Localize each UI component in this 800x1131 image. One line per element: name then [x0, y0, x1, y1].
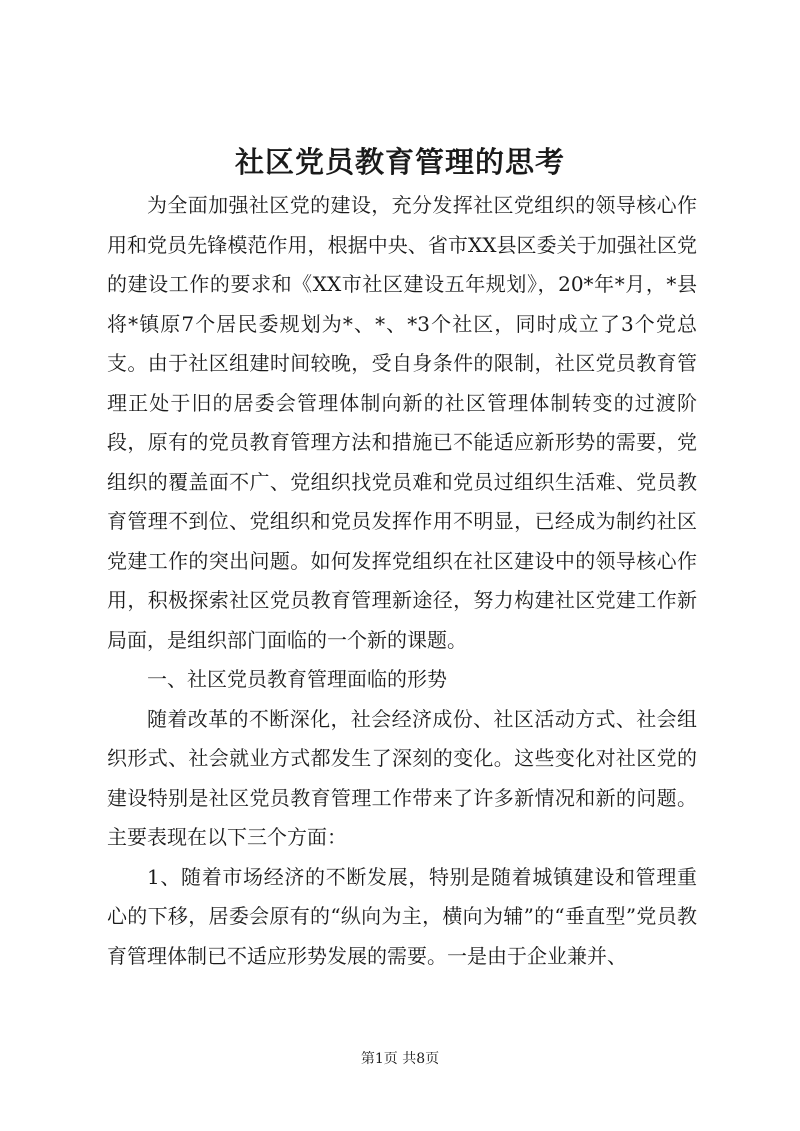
- paragraph-intro: 为全面加强社区党的建设，充分发挥社区党组织的领导核心作用和党员先锋模范作用，根据中央、省市XX县区委关于加强社区党的建设工作的要求和《XX市社区建设五年规划》，20*年*月，*县将*镇原7个居民委规划为*、*、*3个社区，同时成立了3个党总支。由于社区组建时间较晚，受自身条件的限制，社区党员教育管理正处于旧的居委会管理体制向新的社区管理体制转变的过渡阶段，原有的党员教育管理方法和措施已不能适应新形势的需要，党组织的覆盖面不广、党组织找党员难和党员过组织生活难、党员教育管理不到位、党组织和党员发挥作用不明显，已经成为制约社区党建工作的突出问题。如何发挥党组织在社区建设中的领导核心作用，积极探索社区党员教育管理新途径，努力构建社区党建工作新局面，是组织部门面临的一个新的课题。: [107, 193, 697, 652]
- document-body: [107, 186, 697, 976]
- section-heading: 一、社区党员教育管理面临的形势: [147, 667, 447, 691]
- page-footer: 第1页 共8页: [360, 1051, 440, 1067]
- paragraph-point-1: 1、随着市场经济的不断发展，特别是随着城镇建设和管理重心的下移，居委会原有的“纵向为主，横向为辅”的“垂直型”党员教育管理体制已不适应形势发展的需要。一是由于企业兼并、: [107, 864, 697, 968]
- paragraph-situation: 随着改革的不断深化，社会经济成份、社区活动方式、社会组织形式、社会就业方式都发生了深刻的变化。这些变化对社区党的建设特别是社区党员教育管理工作带来了许多新情况和新的问题。主要表现在以下三个方面：: [107, 706, 697, 849]
- document-title: 社区党员教育管理的思考: [234, 145, 565, 179]
